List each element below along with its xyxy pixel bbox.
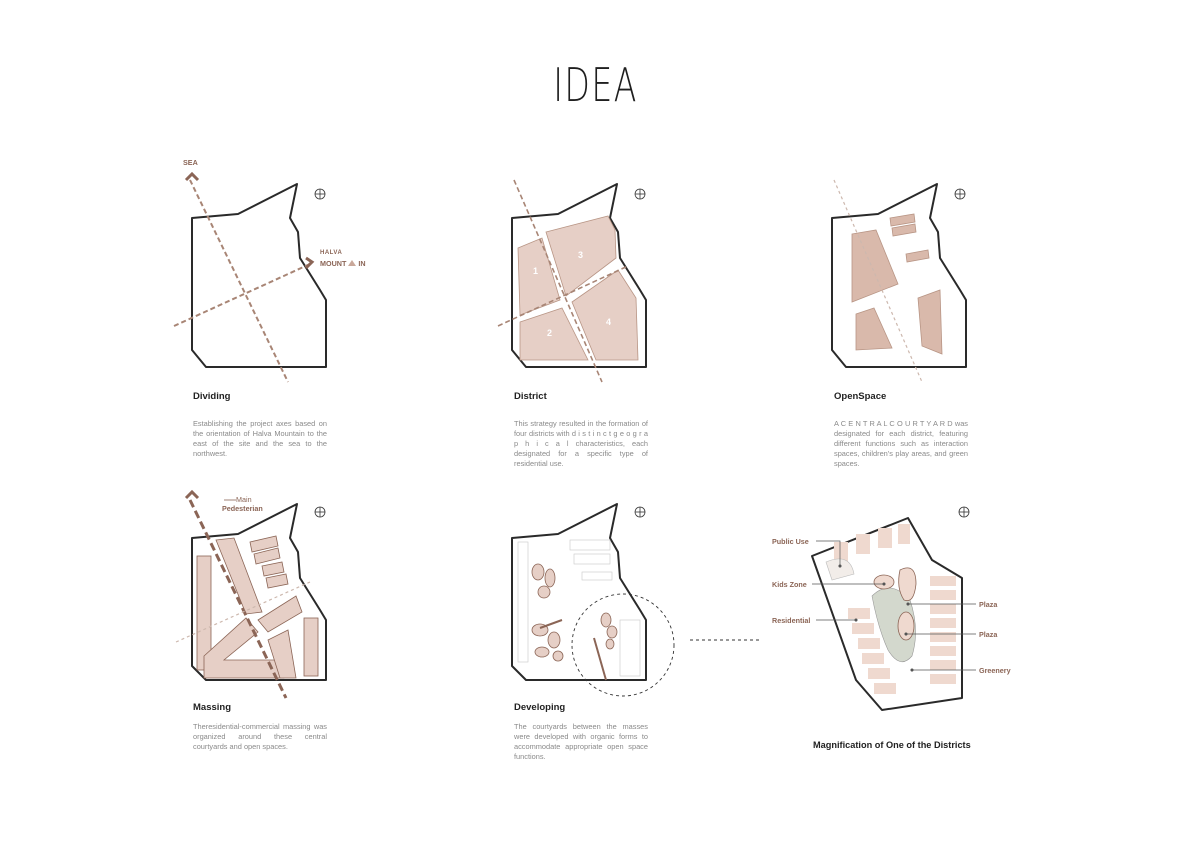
- massing-diagram: [150, 480, 410, 720]
- plaza-2-area: [898, 612, 914, 640]
- district-1-label: 1: [533, 266, 539, 276]
- pedestrian-arrow-icon: [186, 492, 198, 498]
- plaza-2-label: Plaza: [979, 630, 998, 639]
- north-arrow-icon: [635, 507, 645, 517]
- district-3-label: 3: [578, 250, 584, 260]
- page-title: IDEA: [553, 58, 638, 112]
- panel-title-massing: Massing: [193, 702, 232, 713]
- panel-title-openspace: OpenSpace: [834, 391, 887, 402]
- panel-title-dividing: Dividing: [193, 391, 231, 402]
- panel-desc-openspace: A C E N T R A L C O U R T Y A R D was designated for each district, featuring different functions such as interaction spaces, children's play areas, and green spaces.: [834, 419, 968, 468]
- panel-desc-developing: The courtyards between the masses were developed with organic forms to accommodate appropriate open space functions.: [514, 722, 648, 761]
- residential-label: Residential: [772, 616, 811, 625]
- district-2-label: 2: [547, 328, 553, 338]
- pedestrian-label: Pedesterian: [222, 504, 263, 513]
- triangle-icon: [348, 260, 356, 266]
- north-arrow-icon: [315, 507, 325, 517]
- panel-desc-district: This strategy resulted in the formation of four districts with d i s t i n c t g e o g r a p h i c a l characteristics, each designated for a specific type of residential use.: [514, 419, 648, 468]
- kids-zone-label: Kids Zone: [772, 580, 807, 589]
- panel-desc-massing: Theresidential-commercial massing was organized around these central courtyards and open spaces.: [193, 722, 327, 751]
- mountain-label: MOUNT IN: [320, 259, 366, 268]
- north-arrow-icon: [959, 507, 969, 517]
- public-use-label: Public Use: [772, 537, 809, 546]
- plaza-1-label: Plaza: [979, 600, 998, 609]
- north-arrow-icon: [955, 189, 965, 199]
- kids-zone-area: [874, 575, 894, 589]
- panel-developing: [470, 480, 730, 720]
- panel-desc-dividing: Establishing the project axes based on the orientation of Halva Mountain to the east of the site and the sea to the northwest.: [193, 419, 327, 458]
- plaza-1-area: [899, 568, 916, 601]
- panel-massing: [150, 480, 410, 720]
- north-arrow-icon: [635, 189, 645, 199]
- mountain-arrow-icon: [306, 258, 312, 268]
- panel-title-developing: Developing: [514, 702, 566, 713]
- sea-arrow-icon: [186, 174, 198, 180]
- panel-title-district: District: [514, 391, 547, 402]
- north-arrow-icon: [315, 189, 325, 199]
- magnification-diagram: [760, 500, 1020, 730]
- panel-magnification: [760, 500, 1020, 730]
- magnification-title: Magnification of One of the Districts: [813, 740, 971, 750]
- halva-label: HALVA: [320, 250, 343, 256]
- district-4-label: 4: [606, 317, 612, 327]
- courtyard-4: [918, 290, 942, 354]
- sea-label: SEA: [183, 158, 198, 167]
- main-label: Main: [236, 495, 252, 504]
- greenery-label: Greenery: [979, 666, 1011, 675]
- developing-diagram: [470, 480, 730, 720]
